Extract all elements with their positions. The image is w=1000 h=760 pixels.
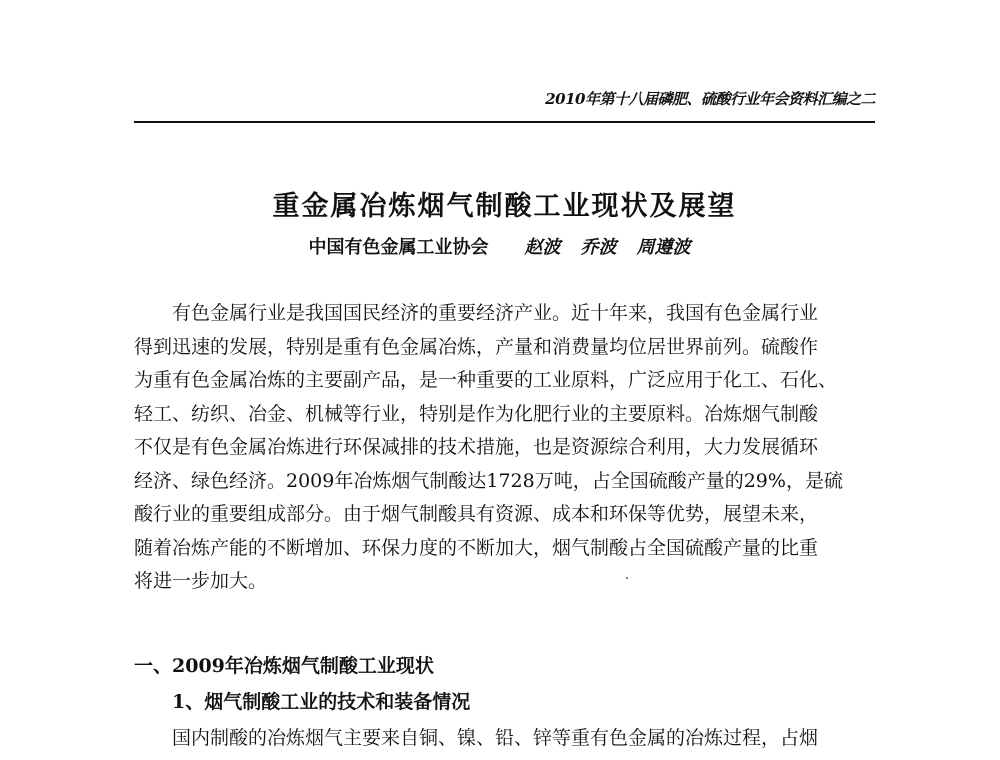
author-name: 周遵波 [636,237,691,258]
scan-speck [626,577,628,579]
paragraph-line: 为重有色金属冶炼的主要副产品，是一种重要的工业原料，广泛应用于化工、石化、 [134,369,838,391]
header-rule [134,121,875,123]
author-name: 乔波 [580,237,617,258]
paragraph-line: 随着冶炼产能的不断增加、环保力度的不断加大，烟气制酸占全国硫酸产量的比重 [134,536,819,559]
article-title: 重金属冶炼烟气制酸工业现状及展望 [272,191,737,222]
paragraph-line: 酸行业的重要组成部分。由于烟气制酸具有资源、成本和环保等优势，展望未来， [134,503,819,525]
byline [134,233,875,259]
paragraph-line: 有色金属行业是我国国民经济的重要经济产业。近十年来，我国有色金属行业 [172,302,819,324]
intro-paragraph [134,297,875,599]
subsection-heading: 1、烟气制酸工业的技术和装备情况 [172,691,471,713]
paragraph-line: 不仅是有色金属冶炼进行环保减排的技术措施，也是资源综合利用，大力发展循环 [134,436,819,458]
paragraph-line: 国内制酸的冶炼烟气主要来自铜、镍、铅、锌等重有色金属的冶炼过程，占烟 [172,727,819,749]
running-header: 2010年第十八届磷肥、硫酸行业年会资料汇编之二 [545,90,875,108]
author-name: 赵波 [524,237,561,258]
paragraph-line: 轻工、纺织、冶金、机械等行业，特别是作为化肥行业的主要原料。冶炼烟气制酸 [134,402,819,425]
section-heading: 一、2009年冶炼烟气制酸工业现状 [134,655,434,677]
paragraph-line: 将进一步加大。 [134,570,268,592]
paragraph-line: 经济、绿色经济。2009年冶炼烟气制酸达1728万吨，占全国硫酸产量的29%，是硫 [134,469,843,492]
author-organization: 中国有色金属工业协会 [308,237,489,258]
paragraph-line: 得到迅速的发展，特别是重有色金属冶炼，产量和消费量均位居世界前列。硫酸作 [134,335,819,358]
